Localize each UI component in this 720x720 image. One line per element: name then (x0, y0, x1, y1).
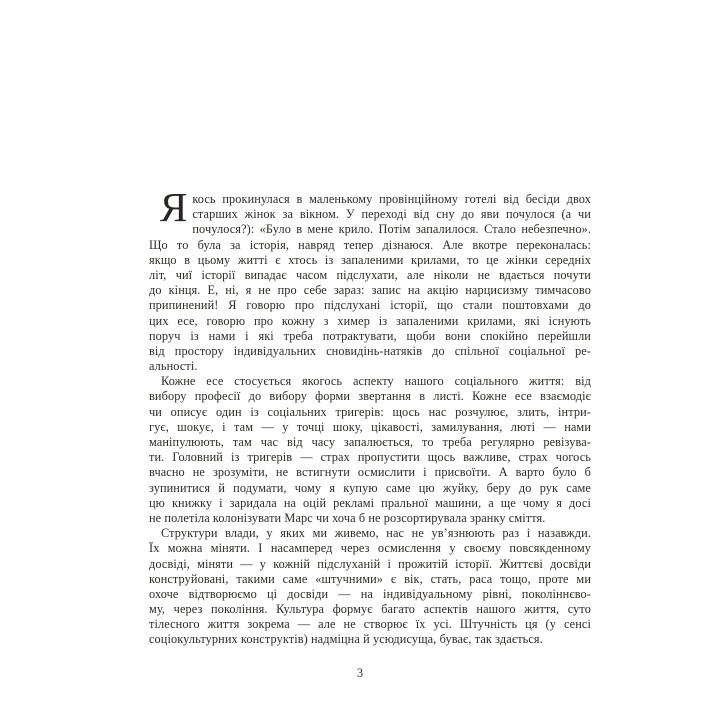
text-block (149, 184, 591, 648)
text-line: му, через покоління. Культура формує багато аспектів нашого життя, суто (149, 602, 591, 617)
text-line: охоче відтворюємо ці досвіди — на індивідуальному рівні, поколіннєво- (149, 586, 591, 601)
text-line: почулося?): «Було в мене крило. Потім запалилося. Стало небезпечно». (192, 222, 591, 237)
text-line: тілесного життя зокрема — але не створює їх усі. Штучність ця (у сенсі (149, 617, 591, 632)
text-line: Структури влади, у яких ми живемо, нас не ув’язнюють раз і назавжди. (161, 526, 591, 541)
text-line: маніпулюють, там час від часу запалюється, то треба регулярно ревізува- (149, 435, 591, 449)
text-line: до кінця. Е, ні, я не про себе зараз: запис на акцію нарцисизму тимчасово (149, 283, 591, 298)
text-line: літ, чиї історії випадає часом підслухати, але ніколи не вдається почути (149, 267, 591, 282)
text-line: досвіді, міняти — у кожній підслуханій і прожитій історії. Життєві досвіди (149, 556, 591, 571)
text-line: Їх можна міняти. І насамперед через осмислення у своєму повсякденному (149, 541, 591, 556)
text-line: старших жінок за вікном. У переході від сну до яви почулося (а чи (192, 207, 591, 222)
text-line: поруч із нами і які треба потрактувати, щоби вони спокійно перейшли (149, 328, 591, 343)
text-line: Що то була за історія, навряд тепер дізнаюся. Але вкотре переконалась: (149, 237, 591, 252)
text-line: кось прокинулася в маленькому провінційному готелі від бесіди двох (192, 192, 591, 206)
paragraph (149, 374, 591, 526)
text-line: соціокультурних конструктів) надміцна й усюдисуща, буває, так здається. (149, 632, 543, 647)
dropcap-letter: Я (160, 184, 188, 230)
text-line: ти. Головний із тригерів — страх пропустити щось важливе, страх чогось (149, 450, 591, 465)
paragraph (149, 526, 591, 648)
text-line: конструйовані, такими саме «штучними» є вік, стать, раса тощо, проте ми (149, 571, 591, 586)
text-line: якщо в цьому житті є хтось із запаленими крилами, то це жінки середніх (149, 252, 591, 267)
text-line: альності. (149, 359, 198, 374)
page-number: 3 (356, 666, 364, 680)
text-line: не полетіла колонізувати Марс чи хоча б не розсортирувала зранку сміття. (149, 510, 546, 525)
text-line: вибору професії до вибору форми звертання в листі. Кожне есе взаємодіє (149, 389, 591, 404)
text-line: цю книжку і заридала на оцій рекламі пральної машини, а ще чому я досі (149, 495, 591, 510)
paragraph (149, 184, 591, 374)
text-line: від простору індивідуальних сновидінь-натяків до спільної соціальної ре- (149, 343, 591, 358)
text-line: Кожне есе стосується якогось аспекту нашого соціального життя: від (161, 374, 591, 389)
text-line: гує, шокує, і там — у точці шоку, цікавості, замилування, люті — нами (149, 419, 591, 434)
text-line: зупинитися й подумати, чому я купую саме цю жуйку, беру до рук саме (149, 480, 591, 495)
text-line: цих есе, говорю про кожну з химер із запаленими крилами, які існують (149, 313, 591, 328)
text-line: припинений! Я говорю про підслухані історії, що стали поштовхами до (149, 298, 591, 313)
text-line: чи описує один із соціальних тригерів: щось нас розчулює, злить, інтри- (149, 404, 591, 419)
text-line: вчасно не зрозуміти, не встигнути осмислити і присвоїти. А варто було б (149, 465, 591, 480)
